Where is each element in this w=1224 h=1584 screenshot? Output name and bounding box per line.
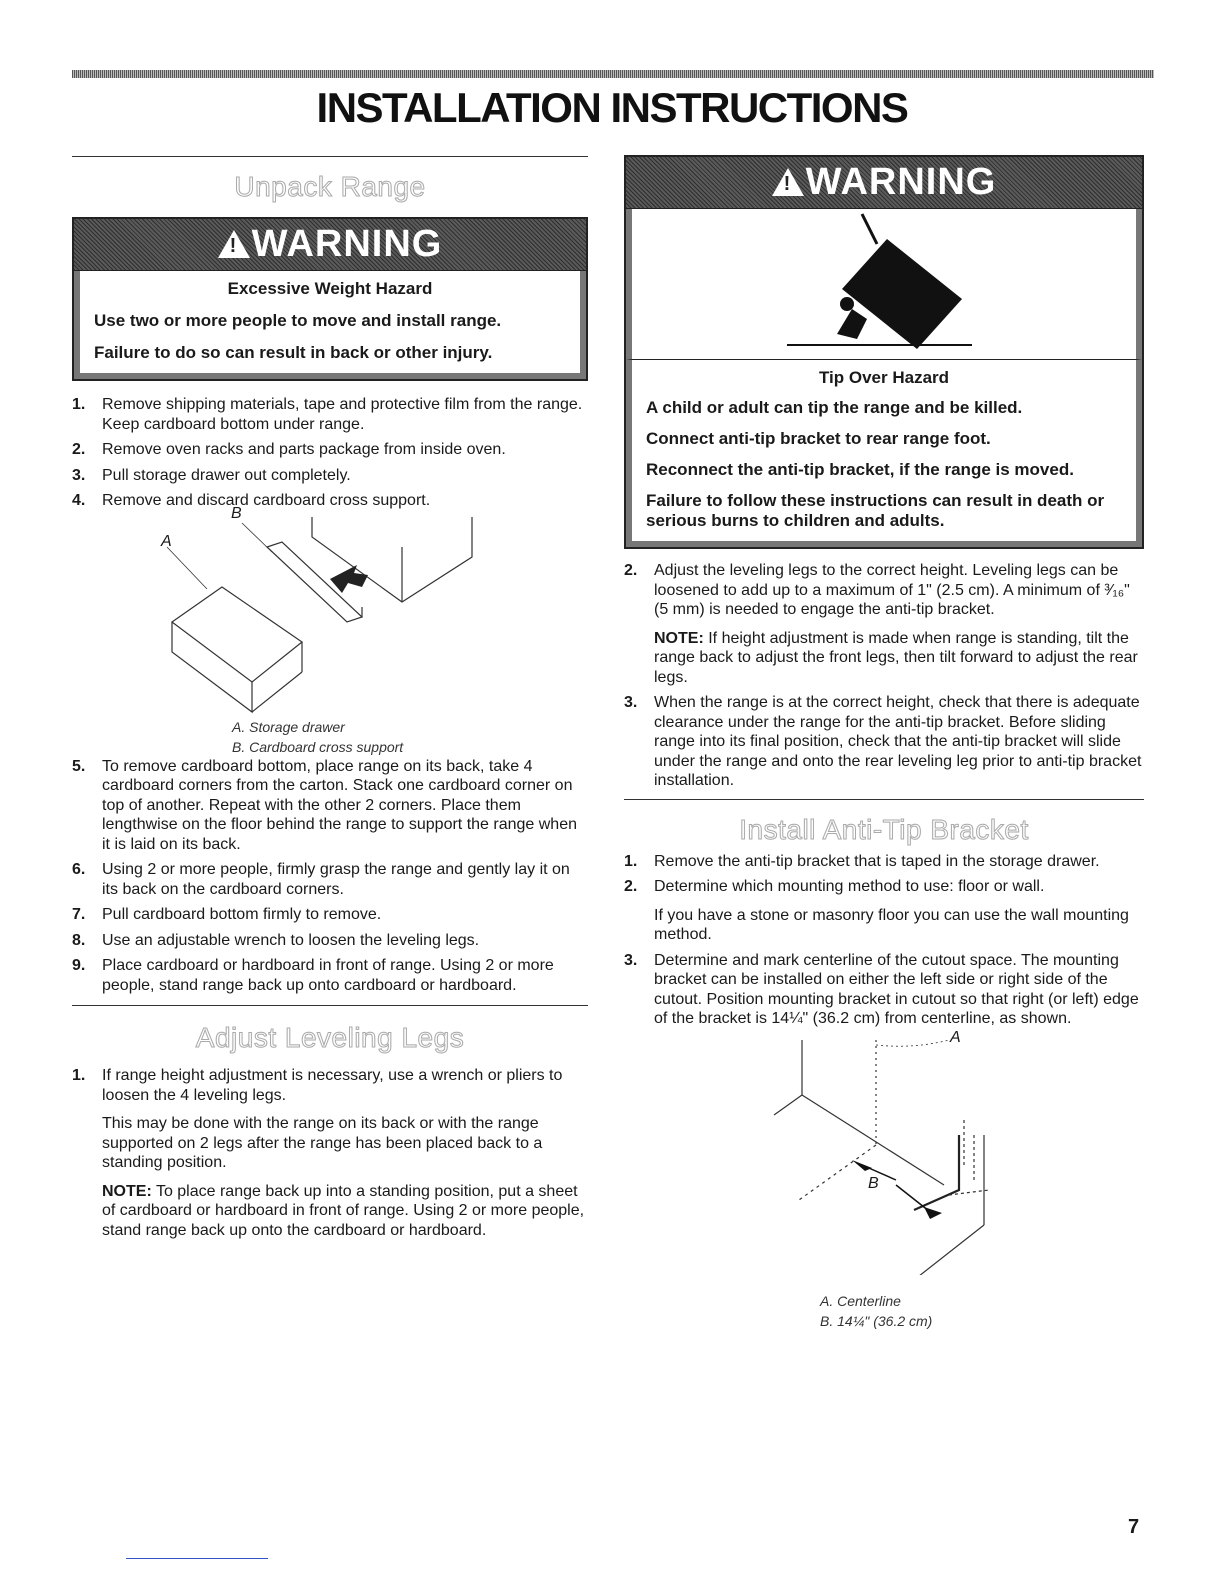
step-number: 6. xyxy=(72,861,86,878)
tip-over-icon xyxy=(632,209,1140,359)
step-number: 5. xyxy=(72,757,86,775)
page-number: 7 xyxy=(1128,1516,1140,1538)
warning-line: Failure to do so can result in back or other injury. xyxy=(94,343,493,362)
list-item xyxy=(624,877,1144,945)
left-column xyxy=(72,150,588,1246)
caption-b: B. Cardboard cross support xyxy=(232,738,404,755)
adjust-steps-continued xyxy=(624,561,1144,791)
warning-body xyxy=(74,271,586,379)
unpack-steps-continued xyxy=(72,757,588,996)
caption-a: A. Storage drawer xyxy=(232,718,345,735)
step-number: 2. xyxy=(624,562,638,579)
list-item xyxy=(72,395,588,434)
section-title-adjust: Adjust Leveling Legs xyxy=(195,1022,465,1053)
list-item xyxy=(72,491,588,511)
warning-header xyxy=(626,157,1142,209)
step-text: When the range is at the correct height, check that there is adequate clearance under the range for the anti-tip bracket. Before sliding range into its final position, check that the anti-tip bracket will slide under the range and onto the rear leveling leg prior to anti-tip bracket installation. xyxy=(654,694,1142,789)
step-number: 8. xyxy=(72,931,86,949)
warning-line: Reconnect the anti-tip bracket, if the range is moved. xyxy=(646,460,1074,479)
top-rule xyxy=(72,70,1154,78)
warning-label: WARNING xyxy=(805,161,997,203)
step-number: 1. xyxy=(72,1067,86,1084)
floor-edge-right xyxy=(914,1225,984,1275)
warning-header xyxy=(74,219,586,271)
step-number: 4. xyxy=(72,492,86,509)
bracket-illustration xyxy=(624,1035,1144,1275)
warning-hazard: Excessive Weight Hazard xyxy=(227,279,433,298)
right-column xyxy=(624,155,1144,1335)
warning-label: WARNING xyxy=(251,223,443,265)
figure-caption xyxy=(232,717,403,757)
antitip-steps xyxy=(624,852,1144,1029)
warning-body xyxy=(626,359,1142,547)
step-text: Pull storage drawer out completely. xyxy=(102,466,351,484)
step-text: If range height adjustment is necessary, use a wrench or pliers to loosen the 4 leveling legs. xyxy=(102,1067,563,1104)
step-text: Remove oven racks and parts package from inside oven. xyxy=(102,441,506,458)
floor-edge xyxy=(802,1095,944,1185)
step-text: Remove and discard cardboard cross support. xyxy=(102,492,431,509)
step-text: Using 2 or more people, firmly grasp the range and gently lay it on its back on the cardboard corners. xyxy=(102,861,570,898)
leader-b xyxy=(242,523,272,552)
caption-b: B. 14¼" (36.2 cm) xyxy=(820,1312,933,1329)
step-text: Determine and mark centerline of the cutout space. The mounting bracket can be installed on either the left side or right side of the cutout. Position mounting bracket in cutout so that right (or left) edge of the bracket is 14¼" (36.2 cm) from centerline, as shown. xyxy=(654,951,1139,1027)
section-rule xyxy=(72,1005,588,1006)
note-label: NOTE: xyxy=(654,629,704,647)
note-text: To place range back up into a standing position, put a sheet of cardboard or hardboard in front of range. Using 2 or more people, stand range back up onto the cardboard or hardboard. xyxy=(102,1182,585,1239)
drawer-side xyxy=(252,672,302,712)
list-item xyxy=(624,951,1144,1029)
figure-label-a: A xyxy=(950,1028,961,1046)
warning-line: Failure to follow these instructions can result in death or serious burns to children and adults. xyxy=(646,491,1105,530)
list-item xyxy=(72,757,588,855)
list-item xyxy=(72,931,588,951)
step-number: 2. xyxy=(624,878,638,895)
section-title-antitip: Install Anti-Tip Bracket xyxy=(739,813,1029,845)
note-label: NOTE: xyxy=(102,1182,152,1200)
list-item xyxy=(72,440,588,460)
step-number: 3. xyxy=(72,466,86,484)
warning-line: Use two or more people to move and install range. xyxy=(94,311,502,330)
warning-line: Connect anti-tip bracket to rear range foot. xyxy=(646,429,991,448)
step-text: Place cardboard or hardboard in front of range. Using 2 or more people, stand range back up onto cardboard or hardboard. xyxy=(102,957,554,994)
step-text: Use an adjustable wrench to loosen the leveling legs. xyxy=(102,931,480,949)
section-rule xyxy=(624,799,1144,800)
leader-a xyxy=(167,547,207,589)
page-title: INSTALLATION INSTRUCTIONS xyxy=(316,84,908,131)
step-text: Remove the anti-tip bracket that is taped in the storage drawer. xyxy=(654,852,1100,870)
warning-triangle-icon xyxy=(772,168,804,196)
section-rule xyxy=(72,156,588,157)
figure-label-b: B xyxy=(868,1174,879,1192)
tipover-image-area xyxy=(626,209,1142,359)
drawer-illustration xyxy=(72,517,588,717)
step-text: To remove cardboard bottom, place range on its back, take 4 cardboard corners from the carton. Stack one cardboard corner on top of another. Repeat with the other 2 corners. Place them lengthwise on the floor behind the range to support the range when it is laid on its back. xyxy=(102,757,577,853)
figure-label-a: A xyxy=(161,532,172,550)
section-title-unpack: Unpack Range xyxy=(234,171,426,202)
arrow-icon xyxy=(330,565,368,593)
drawer-box xyxy=(172,587,302,682)
figure-label-b: B xyxy=(231,504,242,522)
list-item xyxy=(624,693,1144,791)
unpack-steps xyxy=(72,395,588,511)
drawer-figure xyxy=(72,504,588,757)
step-text: Pull cardboard bottom firmly to remove. xyxy=(102,906,382,923)
list-item xyxy=(72,860,588,899)
step-text: Remove shipping materials, tape and protective film from the range. Keep cardboard bottom under range. xyxy=(102,396,583,433)
figure-caption xyxy=(820,1291,932,1331)
list-item xyxy=(624,561,1144,687)
list-item xyxy=(72,956,588,995)
step-number: 1. xyxy=(624,852,638,870)
bracket-figure xyxy=(624,1028,1144,1335)
bottom-link-underline xyxy=(126,1558,268,1559)
step-text: Adjust the leveling legs to the correct height. Leveling legs can be loosened to add up to a maximum of 1" (2.5 cm). A minimum of ³⁄₁₆" (5 mm) is needed to engage the anti-tip bracket. xyxy=(654,562,1130,618)
step-number: 2. xyxy=(72,441,86,458)
warning-box-tipover xyxy=(624,155,1144,549)
leader-a xyxy=(876,1040,949,1046)
bracket-shape xyxy=(914,1135,959,1210)
step-subtext: This may be done with the range on its back or with the range supported on 2 legs after the range has been placed back to a standing position. xyxy=(102,1115,543,1171)
note xyxy=(654,629,1144,688)
warning-line: A child or adult can tip the range and be killed. xyxy=(646,398,1023,417)
warning-triangle-icon xyxy=(218,230,250,258)
note-text: If height adjustment is made when range is standing, tilt the range back to adjust the front legs, then tilt forward to adjust the rear legs. xyxy=(654,629,1138,686)
range-outline xyxy=(312,517,472,602)
step-subtext: If you have a stone or masonry floor you can use the wall mounting method. xyxy=(654,906,1129,943)
list-item xyxy=(72,905,588,925)
floor-edge-left xyxy=(774,1095,802,1115)
list-item xyxy=(624,852,1144,872)
step-number: 7. xyxy=(72,906,86,923)
note xyxy=(102,1182,588,1241)
adjust-steps xyxy=(72,1066,588,1240)
step-number: 3. xyxy=(624,694,638,711)
warning-box-weight xyxy=(72,217,588,381)
list-item xyxy=(72,466,588,486)
list-item xyxy=(72,1066,588,1240)
step-text: Determine which mounting method to use: floor or wall. xyxy=(654,878,1045,895)
caption-a: A. Centerline xyxy=(820,1292,901,1309)
centerline-floor xyxy=(799,1145,876,1200)
step-number: 9. xyxy=(72,957,86,974)
warning-hazard: Tip Over Hazard xyxy=(818,368,950,387)
step-number: 3. xyxy=(624,951,638,969)
step-number: 1. xyxy=(72,396,86,413)
